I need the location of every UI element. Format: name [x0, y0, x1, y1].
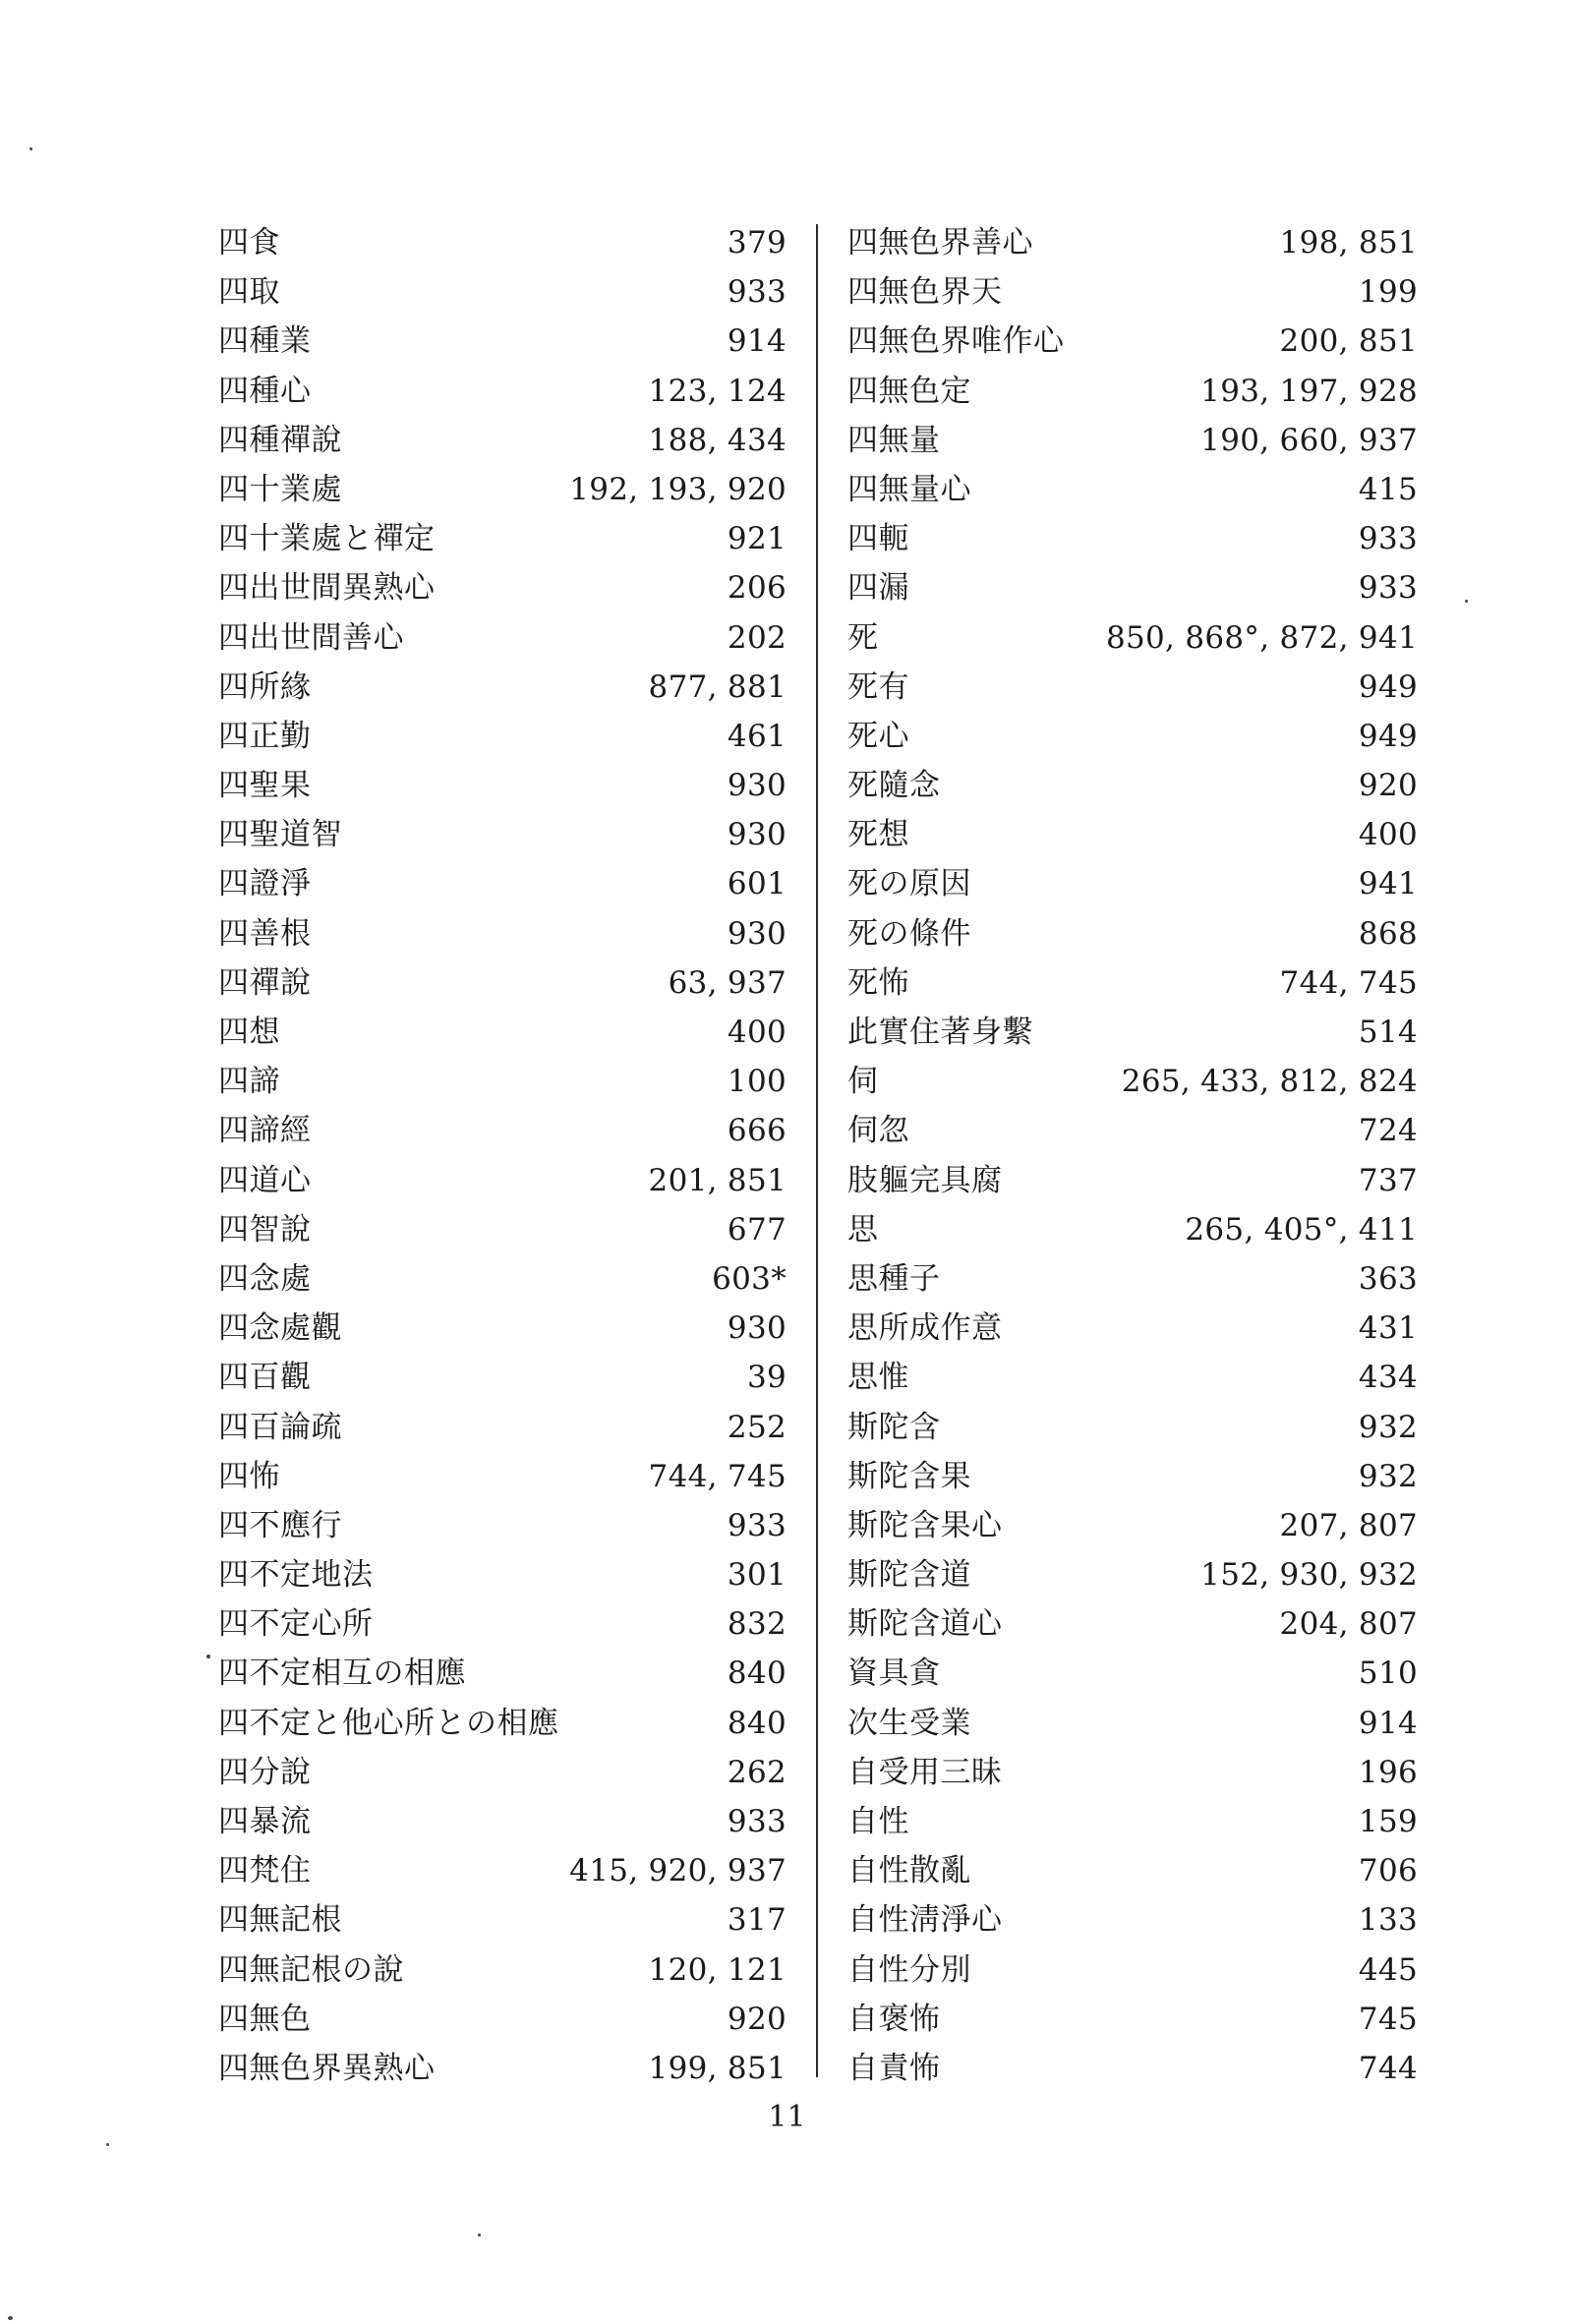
index-entry: [847, 2044, 1418, 2093]
index-pages: 262: [727, 1754, 787, 1790]
index-entry: [218, 1205, 787, 1254]
index-entry: [218, 1156, 787, 1205]
index-term: 死の原因: [847, 866, 971, 902]
index-term: 四智說: [218, 1211, 312, 1248]
index-term: 四不應行: [218, 1507, 342, 1543]
index-term: 此實住著身繫: [847, 1015, 1033, 1050]
index-term: 自責怖: [847, 2050, 941, 2086]
index-entry: [218, 712, 787, 761]
index-entry: [847, 1649, 1418, 1698]
index-pages: 301: [727, 1557, 787, 1594]
index-pages: 930: [727, 1310, 787, 1347]
index-pages: 198, 851: [1279, 225, 1418, 261]
index-term: 四無色: [218, 2001, 312, 2037]
index-entry: [218, 1353, 787, 1402]
index-term: 死の條件: [847, 915, 971, 952]
index-term: 四種業: [218, 323, 312, 360]
index-term: 自性: [847, 1804, 909, 1839]
scan-speck: [206, 1655, 210, 1658]
index-pages: 706: [1358, 1853, 1418, 1889]
index-term: 四證淨: [218, 866, 312, 902]
index-term: 斯陀含: [847, 1409, 941, 1445]
index-term: 死隨念: [847, 768, 941, 804]
index-entry: [218, 1846, 787, 1895]
index-entry: [218, 1797, 787, 1846]
index-entry: [218, 959, 787, 1008]
index-entry: [847, 1797, 1418, 1846]
index-pages: 933: [727, 1804, 787, 1839]
index-pages: 933: [727, 1507, 787, 1543]
index-pages: 745: [1358, 2001, 1418, 2037]
index-pages: 832: [727, 1606, 787, 1643]
index-entry: [218, 1452, 787, 1501]
index-term: 四十業處と禪定: [218, 521, 436, 557]
index-pages: 933: [727, 274, 787, 311]
index-term: 四念處: [218, 1260, 312, 1297]
index-term: 思所成作意: [847, 1310, 1003, 1347]
index-term: 四道心: [218, 1162, 312, 1198]
index-term: 思種子: [847, 1260, 941, 1297]
index-pages: 206: [727, 570, 787, 607]
index-term: 四無色定: [847, 373, 971, 409]
index-term: 死有: [847, 668, 909, 705]
index-pages: 933: [1358, 521, 1418, 557]
index-entry: [847, 613, 1418, 663]
index-entry: [847, 465, 1418, 514]
index-entry: [847, 1304, 1418, 1353]
index-pages: 265, 405°, 411: [1185, 1211, 1418, 1248]
index-entry: [847, 1846, 1418, 1895]
index-entry: [218, 761, 787, 810]
index-pages: 415: [1358, 471, 1418, 507]
index-pages: 317: [727, 1902, 787, 1939]
index-term: 四無色界唯作心: [847, 323, 1065, 360]
index-term: 四無色界異熟心: [218, 2050, 436, 2086]
index-pages: 200, 851: [1279, 323, 1418, 360]
index-term: 四漏: [847, 570, 909, 607]
index-term: 四諦經: [218, 1113, 312, 1149]
index-pages: 877, 881: [648, 668, 787, 705]
index-term: 四想: [218, 1015, 280, 1050]
index-pages: 193, 197, 928: [1200, 373, 1418, 409]
index-entry: [847, 1452, 1418, 1501]
index-pages: 933: [1358, 570, 1418, 607]
index-term: 四無色界善心: [847, 225, 1033, 261]
index-entry: [847, 1995, 1418, 2044]
index-term: 思惟: [847, 1360, 909, 1396]
index-pages: 677: [727, 1211, 787, 1248]
index-pages: 192, 193, 920: [569, 471, 787, 507]
index-entry: [847, 1254, 1418, 1304]
index-term: 死心: [847, 718, 909, 754]
index-term: 死怖: [847, 964, 909, 1001]
index-pages: 744, 745: [1279, 964, 1418, 1001]
index-pages: 724: [1358, 1113, 1418, 1149]
index-pages: 868: [1358, 915, 1418, 952]
index-pages: 949: [1358, 718, 1418, 754]
index-entry: [847, 1699, 1418, 1748]
index-entry: [218, 1995, 787, 2044]
index-pages: 603*: [712, 1260, 787, 1297]
index-entry: [847, 1403, 1418, 1452]
index-term: 四取: [218, 274, 280, 311]
index-entry: [218, 317, 787, 366]
index-term: 四不定と他心所との相應: [218, 1705, 559, 1741]
index-pages: 199, 851: [648, 2050, 787, 2086]
index-pages: 914: [1358, 1705, 1418, 1741]
index-pages: 100: [727, 1064, 787, 1100]
index-term: 四怖: [218, 1458, 280, 1494]
index-pages: 152, 930, 932: [1200, 1557, 1418, 1594]
index-pages: 930: [727, 915, 787, 952]
index-entry: [218, 465, 787, 514]
index-pages: 159: [1358, 1804, 1418, 1839]
index-entry: [218, 1057, 787, 1106]
index-entry: [847, 1550, 1418, 1599]
index-term: 自褒怖: [847, 2001, 941, 2037]
index-term: 四暴流: [218, 1804, 312, 1839]
index-term: 斯陀含果: [847, 1458, 971, 1494]
index-term: 四食: [218, 225, 280, 261]
index-entry: [847, 218, 1418, 267]
index-entry: [847, 1205, 1418, 1254]
index-term: 資具貪: [847, 1656, 941, 1692]
index-pages: 188, 434: [648, 422, 787, 458]
index-term: 肢軀完具腐: [847, 1162, 1003, 1198]
index-term: 死: [847, 619, 879, 656]
index-pages: 379: [727, 225, 787, 261]
index-entry: [218, 1699, 787, 1748]
index-entry: [847, 317, 1418, 366]
column-divider: [816, 224, 818, 2077]
index-pages: 744: [1358, 2050, 1418, 2086]
index-pages: 666: [727, 1113, 787, 1149]
index-pages: 445: [1358, 1951, 1418, 1988]
index-right-column: [847, 218, 1418, 2093]
index-pages: 120, 121: [648, 1951, 787, 1988]
index-term: 四軛: [847, 521, 909, 557]
index-term: 四出世間善心: [218, 619, 404, 656]
index-term: 四所緣: [218, 668, 312, 705]
index-pages: 514: [1358, 1015, 1418, 1050]
index-term: 四不定相互の相應: [218, 1656, 466, 1692]
index-term: 四善根: [218, 915, 312, 952]
index-term: 四種禪說: [218, 422, 342, 458]
index-entry: [218, 859, 787, 908]
index-pages: 415, 920, 937: [569, 1853, 787, 1889]
index-pages: 949: [1358, 668, 1418, 705]
page-number: 11: [768, 2100, 806, 2134]
index-pages: 400: [727, 1015, 787, 1050]
index-term: 自受用三昧: [847, 1754, 1003, 1790]
index-pages: 265, 433, 812, 824: [1121, 1064, 1418, 1100]
index-pages: 252: [727, 1409, 787, 1445]
index-pages: 63, 937: [668, 964, 787, 1001]
index-entry: [847, 909, 1418, 959]
index-entry: [847, 1748, 1418, 1797]
index-term: 四十業處: [218, 471, 342, 507]
index-entry: [218, 267, 787, 317]
index-term: 斯陀含道: [847, 1557, 971, 1594]
scan-speck: [8, 2316, 13, 2320]
index-entry: [847, 712, 1418, 761]
index-entry: [847, 416, 1418, 465]
index-entry: [218, 514, 787, 563]
index-pages: 400: [1358, 817, 1418, 853]
index-pages: 932: [1358, 1409, 1418, 1445]
index-entry: [218, 1550, 787, 1599]
index-pages: 39: [746, 1360, 787, 1396]
index-pages: 510: [1358, 1656, 1418, 1692]
index-entry: [218, 1254, 787, 1304]
index-entry: [847, 367, 1418, 416]
index-term: 四出世間異熟心: [218, 570, 436, 607]
index-term: 自性淸淨心: [847, 1902, 1003, 1939]
index-pages: 840: [727, 1705, 787, 1741]
index-entry: [847, 563, 1418, 612]
index-term: 四無量心: [847, 471, 971, 507]
index-term: 伺忽: [847, 1113, 909, 1149]
index-term: 四分說: [218, 1754, 312, 1790]
index-term: 伺: [847, 1064, 879, 1100]
index-entry: [218, 416, 787, 465]
index-entry: [847, 1599, 1418, 1649]
index-term: 自性散亂: [847, 1853, 971, 1889]
index-pages: 921: [727, 521, 787, 557]
index-term: 四梵住: [218, 1853, 312, 1889]
index-term: 四百觀: [218, 1360, 312, 1396]
index-pages: 202: [727, 619, 787, 656]
index-entry: [218, 1748, 787, 1797]
index-pages: 840: [727, 1656, 787, 1692]
index-entry: [847, 1501, 1418, 1550]
index-left-column: [218, 218, 787, 2093]
index-entry: [218, 1649, 787, 1698]
index-entry: [218, 367, 787, 416]
index-pages: 461: [727, 718, 787, 754]
index-term: 斯陀含道心: [847, 1606, 1003, 1643]
index-pages: 363: [1358, 1260, 1418, 1297]
index-entry: [847, 859, 1418, 908]
index-entry: [847, 1057, 1418, 1106]
scan-speck: [1465, 600, 1468, 603]
index-term: 四不定地法: [218, 1557, 374, 1594]
index-term: 四諦: [218, 1064, 280, 1100]
index-entry: [847, 663, 1418, 712]
index-pages: 930: [727, 768, 787, 804]
index-entry: [847, 1353, 1418, 1402]
index-pages: 207, 807: [1279, 1507, 1418, 1543]
index-pages: 201, 851: [648, 1162, 787, 1198]
index-term: 次生受業: [847, 1705, 971, 1741]
index-pages: 850, 868°, 872, 941: [1105, 619, 1418, 656]
index-pages: 123, 124: [648, 373, 787, 409]
index-entry: [218, 1304, 787, 1353]
index-term: 四種心: [218, 373, 312, 409]
index-entry: [218, 2044, 787, 2093]
index-entry: [218, 663, 787, 712]
index-pages: 204, 807: [1279, 1606, 1418, 1643]
index-entry: [218, 218, 787, 267]
index-pages: 932: [1358, 1458, 1418, 1494]
index-term: 四禪說: [218, 964, 312, 1001]
index-pages: 930: [727, 817, 787, 853]
index-term: 自性分別: [847, 1951, 971, 1988]
index-term: 四不定心所: [218, 1606, 374, 1643]
index-entry: [218, 1403, 787, 1452]
index-entry: [218, 1501, 787, 1550]
index-pages: 941: [1358, 866, 1418, 902]
index-entry: [218, 810, 787, 859]
index-term: 四百論疏: [218, 1409, 342, 1445]
index-term: 四無量: [847, 422, 941, 458]
index-term: 四正勤: [218, 718, 312, 754]
index-entry: [218, 1946, 787, 1995]
index-entry: [218, 1895, 787, 1945]
index-entry: [847, 1946, 1418, 1995]
index-term: 四無記根: [218, 1902, 342, 1939]
index-pages: 199: [1358, 274, 1418, 311]
index-term: 四聖道智: [218, 817, 342, 853]
index-pages: 601: [727, 866, 787, 902]
index-pages: 431: [1358, 1310, 1418, 1347]
index-pages: 133: [1358, 1902, 1418, 1939]
index-entry: [847, 1156, 1418, 1205]
index-pages: 920: [727, 2001, 787, 2037]
scan-speck: [29, 147, 32, 150]
index-entry: [847, 810, 1418, 859]
index-entry: [847, 1895, 1418, 1945]
index-term: 四聖果: [218, 768, 312, 804]
index-term: 死想: [847, 817, 909, 853]
index-entry: [218, 1599, 787, 1649]
index-entry: [847, 959, 1418, 1008]
index-entry: [218, 1106, 787, 1155]
index-term: 四念處觀: [218, 1310, 342, 1347]
index-pages: 737: [1358, 1162, 1418, 1198]
index-pages: 196: [1358, 1754, 1418, 1790]
index-entry: [847, 514, 1418, 563]
index-entry: [218, 563, 787, 612]
index-pages: 744, 745: [648, 1458, 787, 1494]
index-term: 斯陀含果心: [847, 1507, 1003, 1543]
index-entry: [847, 1106, 1418, 1155]
index-pages: 434: [1358, 1360, 1418, 1396]
index-entry: [218, 1008, 787, 1057]
index-entry: [218, 909, 787, 959]
index-entry: [847, 1008, 1418, 1057]
index-term: 四無記根の說: [218, 1951, 404, 1988]
index-term: 四無色界天: [847, 274, 1003, 311]
index-term: 思: [847, 1211, 879, 1248]
index-pages: 190, 660, 937: [1200, 422, 1418, 458]
scan-speck: [478, 2234, 481, 2237]
index-pages: 920: [1358, 768, 1418, 804]
scan-speck: [106, 2143, 109, 2146]
index-entry: [847, 761, 1418, 810]
index-entry: [218, 613, 787, 663]
index-entry: [847, 267, 1418, 317]
index-pages: 914: [727, 323, 787, 360]
